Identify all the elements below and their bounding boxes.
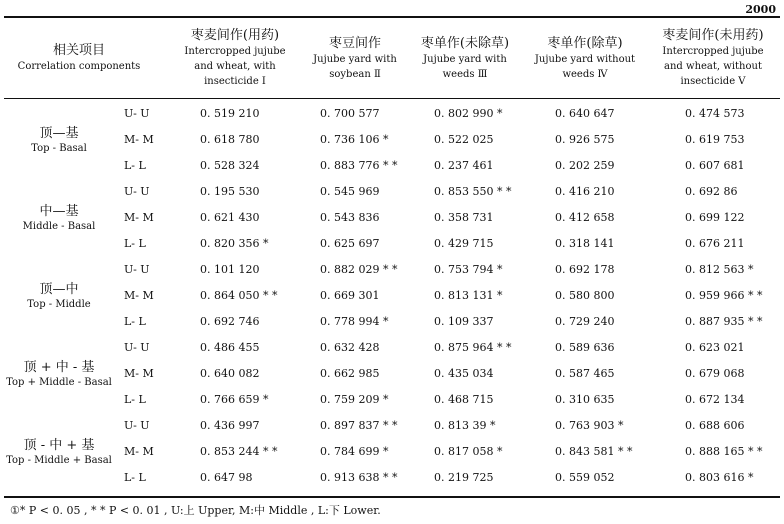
column-header-zh: 枣麦间作(未用药): [662, 28, 764, 43]
table-cell: 0. 812 563 *: [685, 263, 754, 276]
row-label: L- L: [124, 315, 146, 328]
table-row: [0, 361, 784, 387]
table-row: [0, 413, 784, 439]
table-row: [0, 179, 784, 205]
table-row: [0, 153, 784, 179]
table-cell: 0. 843 581 * *: [555, 445, 633, 458]
header-correlation-zh: 相关项目: [52, 43, 105, 58]
column-header-5: [643, 18, 783, 98]
table-cell: 0. 580 800: [555, 289, 615, 302]
row-label: M- M: [124, 133, 154, 146]
table-cell: 0. 545 969: [320, 185, 380, 198]
row-label: U- U: [124, 419, 150, 432]
table-cell: 0. 589 636: [555, 341, 615, 354]
table-cell: 0. 729 240: [555, 315, 615, 328]
table-cell: 0. 618 780: [200, 133, 260, 146]
table-cell: 0. 700 577: [320, 107, 380, 120]
table-cell: 0. 647 98: [200, 471, 253, 484]
table-cell: 0. 803 616 *: [685, 471, 754, 484]
table-cell: 0. 640 082: [200, 367, 260, 380]
column-header-3: [395, 18, 535, 98]
column-header-en: soybean Ⅱ: [329, 68, 381, 80]
table-cell: 0. 875 964 * *: [434, 341, 512, 354]
column-header-en: Jujube yard with: [313, 53, 397, 65]
table-row: [0, 127, 784, 153]
table-cell: 0. 318 141: [555, 237, 615, 250]
table-row: [0, 465, 784, 491]
table-cell: 0. 619 753: [685, 133, 745, 146]
bottom-rule: [4, 496, 780, 498]
table-row: [0, 439, 784, 465]
table-cell: 0. 692 178: [555, 263, 615, 276]
group-label-zh: 顶—基: [39, 125, 79, 141]
row-label: L- L: [124, 159, 146, 172]
column-header-en: insecticide Ⅴ: [680, 76, 746, 87]
table-cell: 0. 607 681: [685, 159, 745, 172]
header-correlation: [4, 18, 154, 98]
column-header-4: [515, 18, 655, 98]
table-row: [0, 335, 784, 361]
column-header-zh: 枣麦间作(用药): [190, 28, 280, 43]
table-cell: 0. 763 903 *: [555, 419, 624, 432]
table-cell: 0. 195 530: [200, 185, 260, 198]
row-label: L- L: [124, 471, 146, 484]
table-cell: 0. 753 794 *: [434, 263, 503, 276]
table-cell: 0. 813 131 *: [434, 289, 503, 302]
group-label-en: Top - Basal: [31, 142, 87, 154]
table-cell: 0. 669 301: [320, 289, 380, 302]
table-cell: 0. 587 465: [555, 367, 615, 380]
table-cell: 0. 519 210: [200, 107, 260, 120]
row-label: U- U: [124, 341, 150, 354]
footnote: ①* P < 0. 05 , * * P < 0. 01 , U:上 Upper, M:中 Middle , L:下 Lower.: [10, 504, 381, 517]
table-cell: 0. 528 324: [200, 159, 260, 172]
group-label-zh: 中—基: [39, 203, 79, 219]
table-row: [0, 257, 784, 283]
column-header-en: Jujube yard with: [423, 53, 507, 65]
table-cell: 0. 625 697: [320, 237, 380, 250]
table-cell: 0. 883 776 * *: [320, 159, 398, 172]
header-rule: [4, 98, 780, 99]
column-header-en: weeds Ⅲ: [442, 68, 488, 80]
table-cell: 0. 897 837 * *: [320, 419, 398, 432]
table-cell: 0. 468 715: [434, 393, 494, 406]
table-cell: 0. 766 659 *: [200, 393, 269, 406]
table-cell: 0. 672 134: [685, 393, 745, 406]
table-row: [0, 231, 784, 257]
row-label: U- U: [124, 107, 150, 120]
group-label-en: Top + Middle - Basal: [6, 376, 112, 388]
table-cell: 0. 416 210: [555, 185, 615, 198]
column-header-en: and wheat, without: [664, 61, 762, 72]
table-cell: 0. 778 994 *: [320, 315, 389, 328]
row-label: U- U: [124, 185, 150, 198]
group-label-zh: 顶 + 中 - 基: [23, 359, 95, 375]
table-cell: 0. 959 966 * *: [685, 289, 763, 302]
column-header-zh: 枣单作(除草): [547, 35, 623, 51]
table-cell: 0. 202 259: [555, 159, 615, 172]
table-cell: 0. 632 428: [320, 341, 380, 354]
table-cell: 0. 820 356 *: [200, 237, 269, 250]
header-correlation-en: Correlation components: [17, 61, 141, 72]
table-cell: 0. 679 068: [685, 367, 745, 380]
table-cell: 0. 853 550 * *: [434, 185, 512, 198]
table-cell: 0. 623 021: [685, 341, 745, 354]
table-cell: 0. 817 058 *: [434, 445, 503, 458]
column-header-zh: 枣单作(未除草): [420, 35, 510, 51]
column-header-en: Intercropped jujube: [662, 46, 764, 57]
table-cell: 0. 853 244 * *: [200, 445, 278, 458]
table-row: [0, 309, 784, 335]
column-header-en: insecticide Ⅰ: [204, 76, 266, 87]
row-label: M- M: [124, 445, 154, 458]
table-row: [0, 387, 784, 413]
table-cell: 0. 888 165 * *: [685, 445, 763, 458]
table-cell: 0. 621 430: [200, 211, 260, 224]
column-header-en: Intercropped jujube: [184, 46, 286, 57]
group-label-en: Middle - Basal: [22, 220, 96, 232]
table-cell: 0. 882 029 * *: [320, 263, 398, 276]
table-cell: 0. 522 025: [434, 133, 494, 146]
table-cell: 0. 559 052: [555, 471, 615, 484]
table-cell: 0. 784 699 *: [320, 445, 389, 458]
table-cell: 0. 109 337: [434, 315, 494, 328]
table-cell: 0. 864 050 * *: [200, 289, 278, 302]
table-cell: 0. 310 635: [555, 393, 615, 406]
row-label: M- M: [124, 211, 154, 224]
table-cell: 0. 219 725: [434, 471, 494, 484]
row-label: U- U: [124, 263, 150, 276]
table-cell: 0. 759 209 *: [320, 393, 389, 406]
group-label-en: Top - Middle + Basal: [6, 454, 112, 466]
table-row: [0, 205, 784, 231]
table-cell: 0. 813 39 *: [434, 419, 496, 432]
table-cell: 0. 412 658: [555, 211, 615, 224]
table-cell: 0. 688 606: [685, 419, 745, 432]
table-cell: 0. 802 990 *: [434, 107, 503, 120]
column-header-1: [165, 18, 305, 98]
table-row: [0, 101, 784, 127]
group-label-zh: 顶—中: [39, 281, 79, 297]
group-label-zh: 顶 - 中 + 基: [23, 437, 95, 453]
row-label: L- L: [124, 237, 146, 250]
table-cell: 0. 699 122: [685, 211, 745, 224]
table-cell: 0. 662 985: [320, 367, 380, 380]
table-cell: 0. 486 455: [200, 341, 260, 354]
table-cell: 0. 676 211: [685, 237, 745, 250]
row-label: M- M: [124, 289, 154, 302]
table-cell: 0. 101 120: [200, 263, 260, 276]
table-cell: 0. 692 86: [685, 185, 738, 198]
table-cell: 0. 358 731: [434, 211, 494, 224]
column-header-zh: 枣豆间作: [328, 35, 381, 51]
table-cell: 0. 543 836: [320, 211, 380, 224]
table-cell: 0. 640 647: [555, 107, 615, 120]
table-cell: 0. 913 638 * *: [320, 471, 398, 484]
table-cell: 0. 692 746: [200, 315, 260, 328]
column-header-en: and wheat, with: [194, 61, 276, 72]
table-cell: 0. 429 715: [434, 237, 494, 250]
column-header-en: weeds Ⅳ: [562, 68, 608, 80]
table-row: [0, 283, 784, 309]
row-label: L- L: [124, 393, 146, 406]
table-cell: 0. 237 461: [434, 159, 494, 172]
group-label-en: Top - Middle: [27, 298, 91, 310]
year-label: 2000: [745, 3, 776, 16]
row-label: M- M: [124, 367, 154, 380]
table-cell: 0. 736 106 *: [320, 133, 389, 146]
table-cell: 0. 887 935 * *: [685, 315, 763, 328]
table-cell: 0. 436 997: [200, 419, 260, 432]
table-cell: 0. 435 034: [434, 367, 494, 380]
table-cell: 0. 474 573: [685, 107, 745, 120]
column-header-en: Jujube yard without: [534, 53, 636, 65]
table-cell: 0. 926 575: [555, 133, 615, 146]
